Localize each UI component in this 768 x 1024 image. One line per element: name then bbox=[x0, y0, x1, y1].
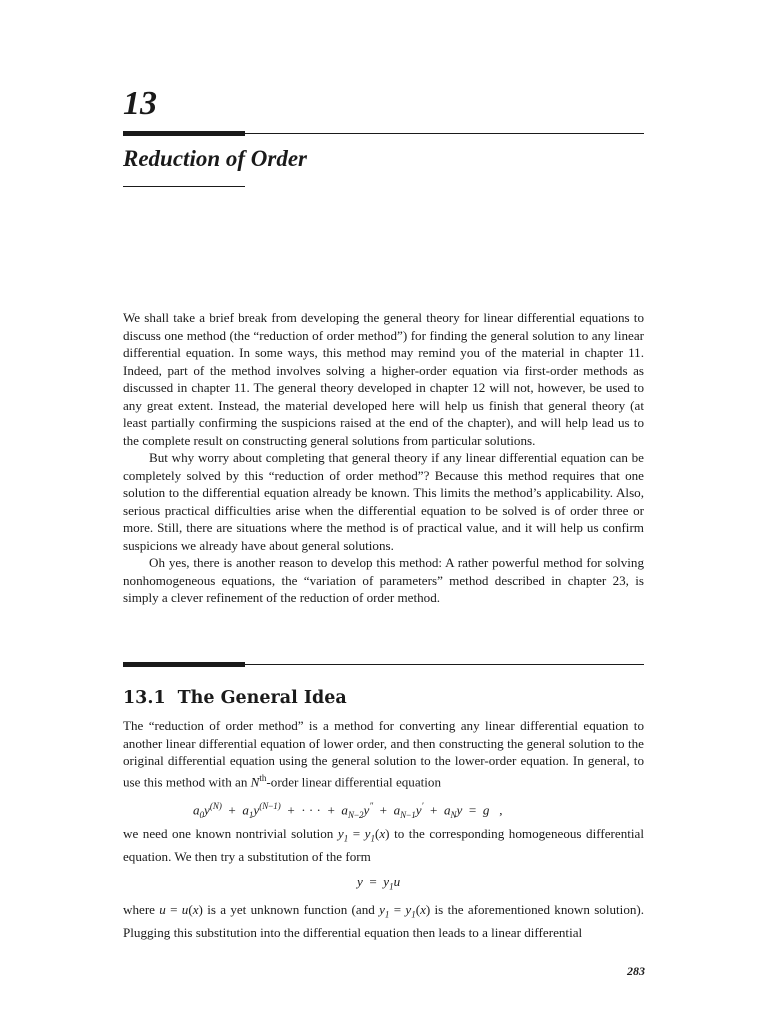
section-p1-th: th bbox=[259, 772, 267, 783]
section-paragraph-2 bbox=[123, 825, 644, 865]
section-paragraph-1 bbox=[123, 717, 644, 790]
section-p1-text-b: -order linear differential equation bbox=[266, 773, 442, 789]
section-paragraph-3 bbox=[123, 901, 644, 941]
section-p3-text: where bbox=[123, 902, 160, 917]
equation-substitution: $y = y_1u$ bbox=[357, 874, 401, 892]
section-p1-text: The “reduction of order method” is a method for converting any linear differential equation to another linear differential equation of lower order, and then constructing the general solution to the original differential equation using the general solution to the lower-order equation. In general, to use this method with an bbox=[123, 718, 644, 789]
inline-eq-y1: $y_1 = y_1(x)$ bbox=[337, 826, 390, 844]
intro-paragraph-2: But why worry about completing that general theory if any linear differential equation can be completely solved by this “reduction of order method”? Because this method requires that one solution to the differential equation already be known. This limits the method’s applicability. Also, serious practical difficulties arise when the differential equation to be solved is of order three or more. Still, there are situations where the method is of practical value, and it will help us confirm suspicions we already have about general solutions. bbox=[123, 450, 644, 553]
chapter-title-underline bbox=[123, 186, 245, 187]
intro-paragraph-3: Oh yes, there is another reason to develop this method: A rather powerful method for solving nonhomogeneous equations, the “variation of parameters” method described in chapter 23, is simply a clever refinement of the reduction of order method. bbox=[123, 555, 644, 605]
chapter-number: 13 bbox=[123, 85, 157, 122]
equation-nth-order: $a_0y^{(N)} + a_1y^{(N-1)}$ + · · · + $a_{N-2}y'' + a_{N-1}y' + a_Ny = g$ , bbox=[193, 801, 503, 820]
chapter-rule-thin bbox=[123, 133, 644, 134]
section-p2-text: we need one known nontrivial solution bbox=[123, 826, 338, 841]
section-p1-N: N bbox=[250, 773, 260, 789]
section-rule-thin bbox=[123, 664, 644, 665]
inline-eq-y1-known: $y_1 = y_1(x)$ bbox=[379, 902, 431, 920]
section-number: 13.1 bbox=[123, 688, 166, 708]
intro-text bbox=[123, 309, 644, 607]
chapter-title: Reduction of Order bbox=[123, 146, 307, 171]
section-title: The General Idea bbox=[177, 688, 347, 708]
intro-paragraph-1: We shall take a brief break from developing the general theory for linear differential equations to discuss one method (the “reduction of order method”) for finding the general solution to any linear differential equation. In some ways, this method may remind you of the material in chapter 11. Indeed, part of the method involves solving a higher-order equation via first-order methods as discussed in chapter 11. The general theory developed in chapter 12 will not, however, be used to any great extent. Instead, the material developed here will help us finish that general theory (at least partially confirming the suspicions raised at the end of the chapter), and will help lead us to the complete result on constructing general solutions from particular solutions. bbox=[123, 310, 644, 448]
section-p2-text-b: to the corresponding homogeneous differential equation. We then try a substitution of the form bbox=[123, 826, 644, 864]
inline-eq-u: u = u(x) bbox=[159, 902, 203, 917]
page-number: 283 bbox=[627, 964, 645, 978]
section-p3-text-b: is a yet unknown function (and bbox=[202, 902, 380, 917]
section-p3-text-c: is the aforementioned known solution). Plugging this substitution into the differential equation then leads to a linear differential bbox=[123, 902, 645, 940]
section-heading bbox=[123, 685, 347, 711]
